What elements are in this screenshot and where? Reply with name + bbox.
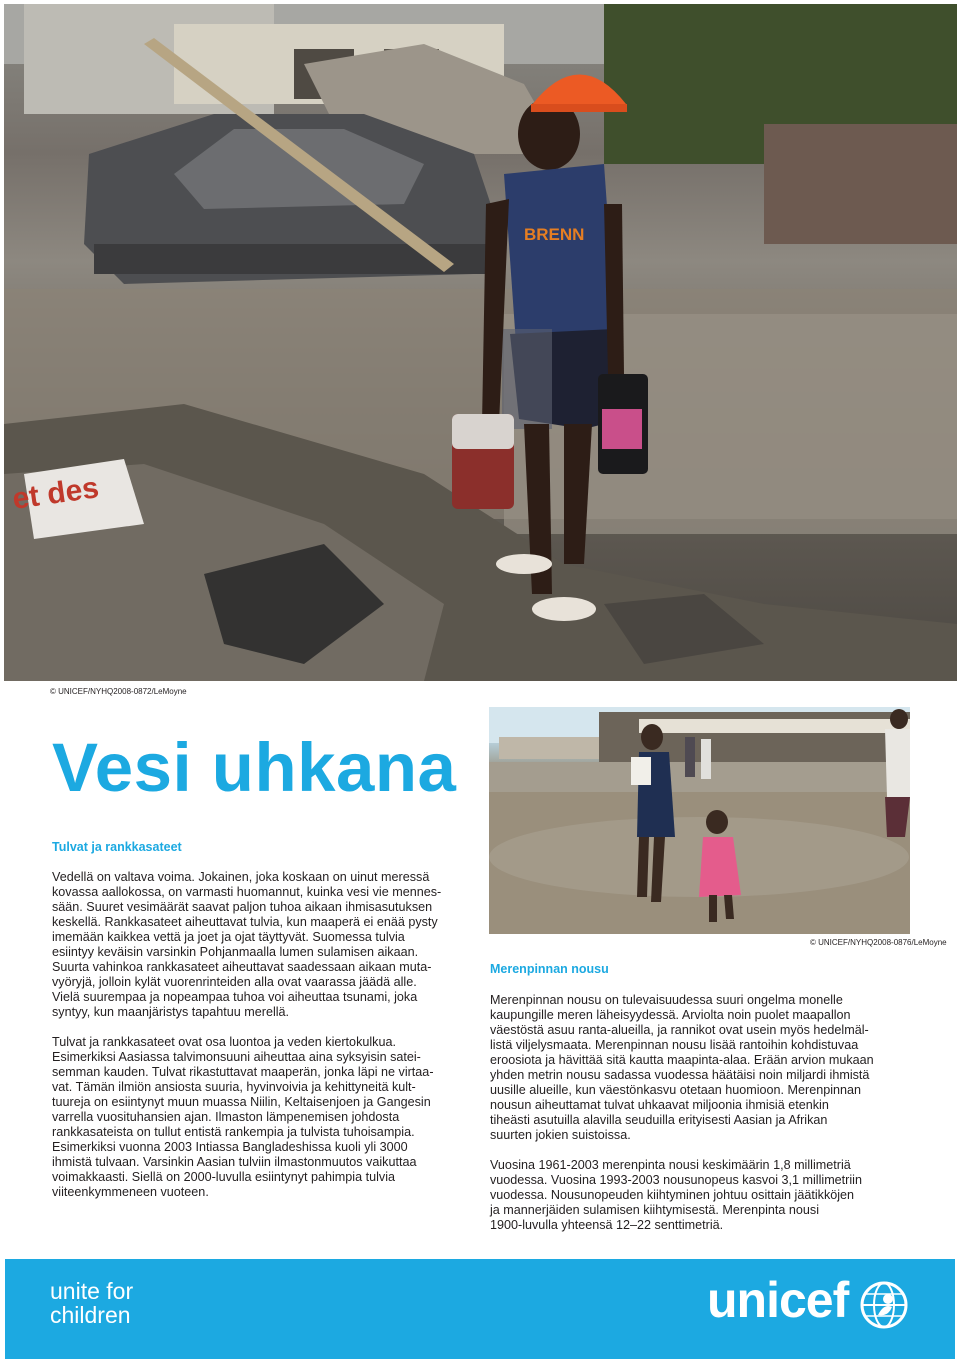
tagline	[50, 1279, 133, 1327]
svg-text:et des: et des	[10, 471, 101, 516]
text-line: rankkasateista on tullut entistä rankempia ja tulvista tuhoisampia.	[52, 1125, 415, 1139]
text-line: viiteenkymmeneen vuoteen.	[52, 1185, 209, 1199]
text-line: 1900-luvulla yhteensä 12–22 senttimetriä.	[490, 1218, 724, 1232]
sea-level-photo-illustration	[489, 707, 910, 934]
text-line: vyöryjä, jolloin kylät vuorenrinteiden alla ovat vaarassa jäädä alle.	[52, 975, 417, 989]
text-line: voimakkaasti. Siellä on 2000-luvulla esiintynyt pahimpia tulvia	[52, 1170, 396, 1184]
text-line: Esimerkiksi Aasiassa talvimonsuuni aiheuttaa aina syksyisin satei-	[52, 1050, 421, 1064]
text-line: Suurta vahinkoa rankkasateet aiheuttavat saadessaan aikaan muta-	[52, 960, 432, 974]
text-line: Merenpinnan nousu on tulevaisuudessa suuri ongelma monelle	[490, 993, 843, 1007]
text-line: väestöstä asuu ranta-alueilla, ja rannikot ovat usein myös hedelmäl-	[490, 1023, 869, 1037]
page-title: Vesi uhkana	[52, 729, 457, 806]
text-line: Vedellä on valtava voima. Jokainen, joka koskaan on uinut meressä	[52, 870, 430, 884]
text-line: imemään kaikkea vettä ja joet ja ojat täyttyvät. Suomessa tulvia	[52, 930, 405, 944]
text-line: yhden metrin nousu sadassa vuodessa häätäisi noin miljardi ihmistä	[490, 1068, 870, 1082]
text-line: vuodessa. Nousunopeuden kiihtyminen johtuu osittain jäätikköjen	[490, 1188, 855, 1202]
text-line: tuureja on esiintynyt muun muassa Niilin, Keltaisenjoen ja Gangesin	[52, 1095, 431, 1109]
text-line: nousun aiheuttamat tulvat uhkaavat miljoonia ihmisiä etenkin	[490, 1098, 829, 1112]
sea-level-paragraph-1	[490, 993, 920, 1143]
floods-text	[52, 870, 472, 1215]
text-line: kaupungille meren läheisyydessä. Arviolta noin puolet maapallon	[490, 1008, 851, 1022]
text-line: tiheästi asutuilla alavilla seuduilla erityisesti Aasian ja Afrikan	[490, 1113, 828, 1127]
sea-level-photo	[489, 707, 910, 934]
footer-band	[5, 1259, 955, 1359]
text-line: listä viljelysmaata. Merenpinnan nousu lisää rantoihin kohdistuvaa	[490, 1038, 859, 1052]
sea-level-photo-credit: © UNICEF/NYHQ2008-0876/LeMoyne	[810, 938, 947, 947]
hero-photo	[4, 4, 957, 681]
text-line: Vielä suurempaa ja nopeampaa tuhoa voi aiheuttaa tsunami, joka	[52, 990, 418, 1004]
text-line: suurten jokien suistoissa.	[490, 1128, 631, 1142]
text-line: ihmistä tulvaan. Varsinkin Aasian tulviin ilmastonmuutos vaikuttaa	[52, 1155, 417, 1169]
unicef-wordmark: unicef	[707, 1272, 849, 1328]
text-line: vuodessa. Vuosina 1993-2003 nousunopeus kasvoi 3,1 millimetriin	[490, 1173, 862, 1187]
floods-paragraph-1	[52, 870, 472, 1020]
text-line: varrella vuosituhansien ajan. Ilmaston lämpenemisen johdosta	[52, 1110, 400, 1124]
sea-level-text	[490, 993, 920, 1248]
unicef-emblem-icon	[858, 1279, 910, 1331]
text-line: vat. Tämän ilmiön ansiosta suuria, hyvinvoivia ja kehittyneitä kult-	[52, 1080, 416, 1094]
text-line: Esimerkiksi vuonna 2003 Intiassa Bangladeshissa kuoli yli 3000	[52, 1140, 408, 1154]
text-line: kovassa aallokossa, on varmasti huomannut, kuinka vesi vie mennes-	[52, 885, 442, 899]
text-line: esiintyy keväisin varsinkin Pohjanmaalla lumen sulamisen aikaan.	[52, 945, 419, 959]
sea-level-paragraph-2	[490, 1158, 920, 1233]
hero-photo-illustration	[4, 4, 957, 681]
text-line: Tulvat ja rankkasateet ovat osa luontoa ja veden kiertokulkua.	[52, 1035, 396, 1049]
text-line: ja mannerjäiden sulamisen kiihtymisestä. Merenpinta nousi	[490, 1203, 819, 1217]
tagline-line-2: children	[50, 1302, 131, 1328]
hero-photo-credit: © UNICEF/NYHQ2008-0872/LeMoyne	[50, 687, 187, 696]
text-line: sään. Suuret vesimäärät saavat paljon tuhoa aikaan ihmisasutuksen	[52, 900, 433, 914]
text-line: eroosiota ja hävittää sitä kautta maapinta-alaa. Erään arvion mukaan	[490, 1053, 874, 1067]
text-line: keskellä. Rankkasateet aiheuttavat tulvia, kun maaperä ei enää pysty	[52, 915, 438, 929]
svg-text:BRENN: BRENN	[524, 225, 585, 244]
section-heading-floods: Tulvat ja rankkasateet	[52, 840, 182, 854]
text-line: syntyy, kun maanjäristys tapahtuu merellä.	[52, 1005, 290, 1019]
text-line: uusille alueille, kun väestönkasvu otetaan huomioon. Merenpinnan	[490, 1083, 862, 1097]
section-heading-sea-level: Merenpinnan nousu	[490, 962, 609, 976]
tagline-line-1: unite for	[50, 1278, 134, 1304]
text-line: semman kauden. Tulvat rikastuttavat maaperän, jonka läpi ne virtaa-	[52, 1065, 434, 1079]
floods-paragraph-2	[52, 1035, 472, 1200]
text-line: Vuosina 1961-2003 merenpinta nousi keskimäärin 1,8 millimetriä	[490, 1158, 851, 1172]
